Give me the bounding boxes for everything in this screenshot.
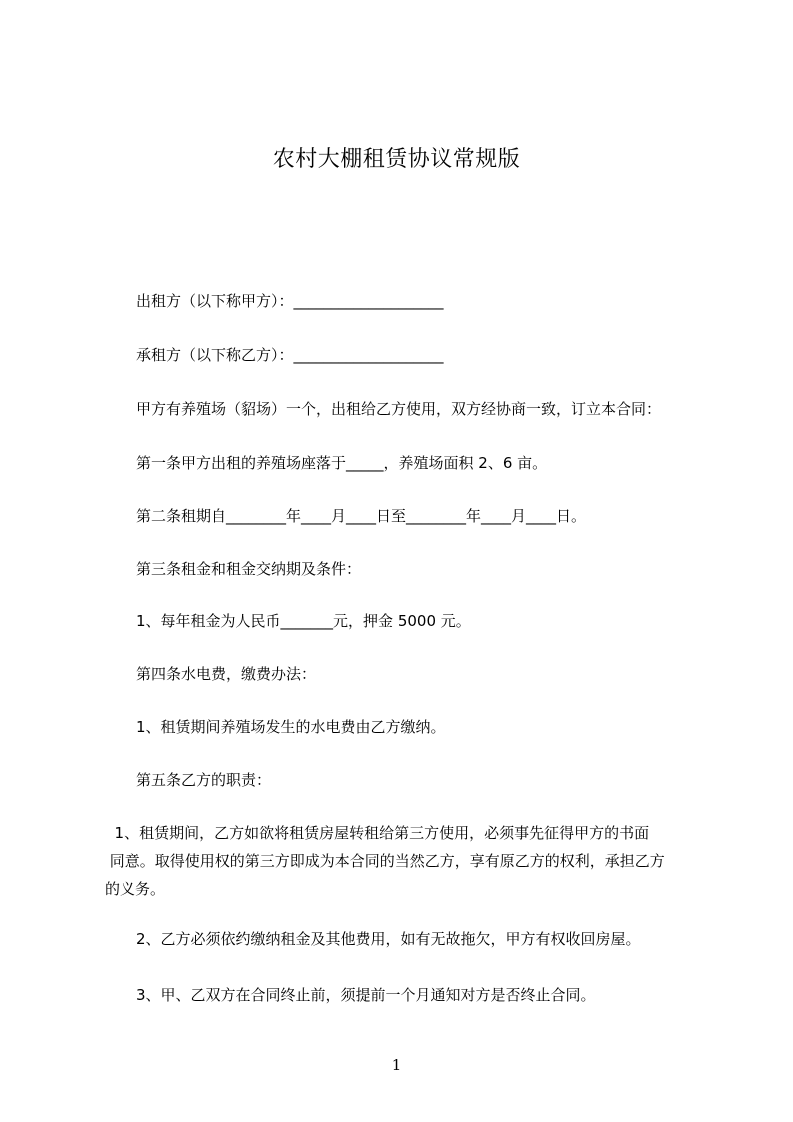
- clause-3-line: 3、甲、乙双方在合同终止前，须提前一个月通知对方是否终止合同。: [136, 986, 596, 1004]
- article-4-line: 第四条水电费，缴费办法：: [136, 665, 317, 683]
- clause-1-paragraph: [105, 819, 705, 903]
- utilities-line: 1、租赁期间养殖场发生的水电费由乙方缴纳。: [136, 718, 446, 736]
- document-title: 农村大棚租赁协议常规版: [272, 147, 521, 172]
- lessee-line: 承租方（以下称乙方）：____________________: [136, 346, 444, 364]
- article-2-line: 第二条租期自________年____月____日至________年____月____日。: [136, 507, 587, 525]
- clause-1-line-2: 同意。取得使用权的第三方即成为本合同的当然乙方，享有原乙方的权利，承担乙方: [105, 852, 665, 870]
- clause-2-line: 2、乙方必须依约缴纳租金及其他费用，如有无故拖欠，甲方有权收回房屋。: [136, 930, 641, 948]
- clause-1-line-3: 的义务。: [105, 880, 166, 898]
- page-number: 1: [391, 1056, 402, 1074]
- rent-line: 1、每年租金为人民币_______元，押金 5000 元。: [136, 612, 471, 630]
- article-1-line: 第一条甲方出租的养殖场座落于_____，养殖场面积 2、6 亩。: [136, 454, 548, 472]
- lessor-line: 出租方（以下称甲方）：____________________: [136, 292, 444, 310]
- intro-line: 甲方有养殖场（貂场）一个，出租给乙方使用，双方经协商一致，订立本合同：: [136, 400, 662, 418]
- article-5-line: 第五条乙方的职责：: [136, 771, 272, 789]
- article-3-line: 第三条租金和租金交纳期及条件：: [136, 560, 362, 578]
- clause-1-line-1: 1、租赁期间，乙方如欲将租赁房屋转租给第三方使用，必须事先征得甲方的书面: [105, 824, 650, 842]
